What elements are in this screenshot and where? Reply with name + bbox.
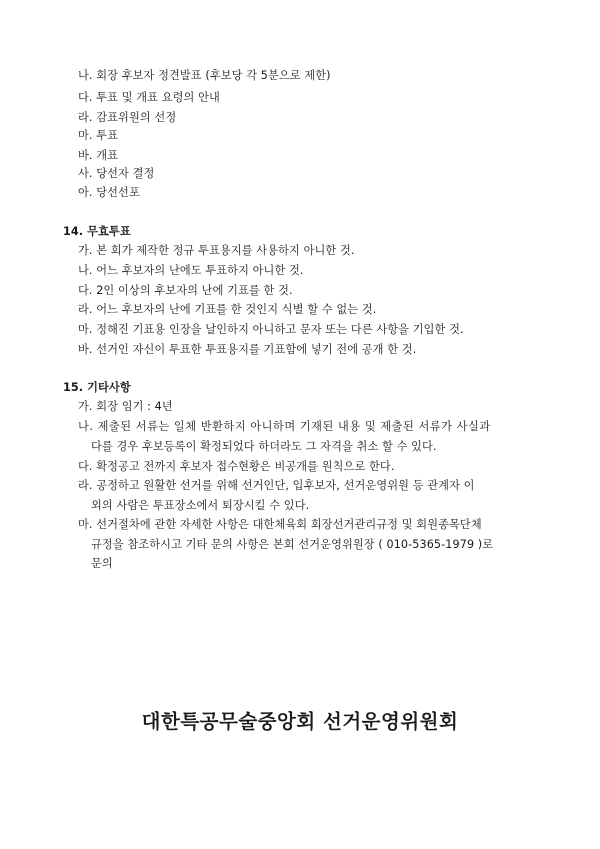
list-item: 아. 당선선포 [78,186,140,199]
list-item: 다. 확정공고 전까지 후보자 접수현황은 비공개를 원칙으로 한다. [78,460,395,473]
list-item: 라. 공정하고 원활한 선거를 위해 선거인단, 입후보자, 선거운영위원 등 관계자 이 [78,479,475,492]
section-heading: 14. 무효투표 [63,225,131,238]
list-item: 사. 당선자 결정 [78,167,155,180]
list-item: 다. 투표 및 개표 요령의 안내 [78,91,220,104]
list-item: 나. 어느 후보자의 난에도 투표하지 아니한 것. [78,264,304,277]
list-item: 나. 제출된 서류는 일체 반환하지 아니하며 기재된 내용 및 제출된 서류가 사실과 [78,420,491,433]
list-item: 나. 회장 후보자 정견발표 (후보당 각 5분으로 제한) [78,69,331,82]
list-item: 마. 투표 [78,129,119,142]
list-item: 가. 본 회가 제작한 정규 투표용지를 사용하지 아니한 것. [78,244,355,257]
list-item: 라. 감표위원의 선정 [78,111,177,124]
list-item: 가. 회장 임기 : 4년 [78,400,173,413]
list-item-continuation: 문의 [91,557,113,570]
list-item-continuation: 규정을 참조하시고 기타 문의 사항은 본회 선거운영위원장 ( 010-5365-1979 )로 [91,538,494,551]
list-item-continuation: 다를 경우 후보등록이 확정되었다 하더라도 그 자격을 취소 할 수 있다. [91,440,437,453]
list-item: 바. 개표 [78,149,119,162]
list-item: 마. 정해진 기표용 인장을 날인하지 아니하고 문자 또는 다른 사항을 기입한 것. [78,323,464,336]
list-item-continuation: 외의 사람은 투표장소에서 퇴장시킬 수 있다. [91,499,310,512]
list-item: 라. 어느 후보자의 난에 기표를 한 것인지 식별 할 수 없는 것. [78,303,377,316]
list-item: 마. 선거절차에 관한 자세한 사항은 대한체육회 회장선거관리규정 및 회원종목단체 [78,518,482,531]
section-heading: 15. 기타사항 [63,381,131,394]
organization-signature: 대한특공무술중앙회 선거운영위원회 [141,710,459,733]
list-item: 바. 선거인 자신이 투표한 투표용지를 기표함에 넣기 전에 공개 한 것. [78,343,417,356]
list-item: 다. 2인 이상의 후보자의 난에 기표를 한 것. [78,284,293,297]
